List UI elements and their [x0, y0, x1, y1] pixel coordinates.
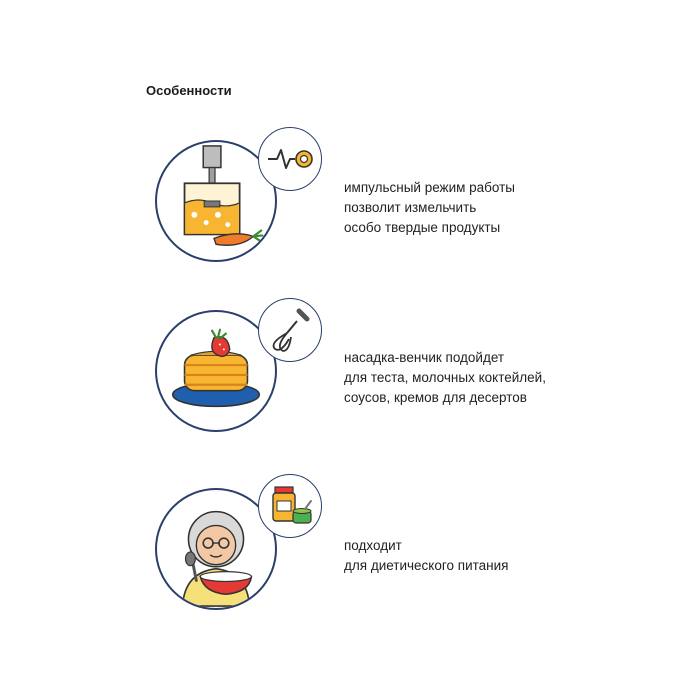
feature-line: импульсный режим работы [344, 180, 516, 195]
feature-line: для диетического питания [344, 558, 509, 573]
feature-description [344, 536, 508, 576]
baby-food-jars-icon [258, 474, 322, 538]
feature-line: позволит измельчить [344, 200, 477, 215]
whisk-icon [258, 298, 322, 362]
section-title: Особенности [146, 83, 232, 98]
feature-line: насадка-венчик подойдет [344, 350, 505, 365]
feature-line: для теста, молочных коктейлей, [344, 370, 546, 385]
feature-line: соусов, кремов для десертов [344, 390, 527, 405]
feature-line: особо твердые продукты [344, 220, 501, 235]
feature-line: подходит [344, 538, 402, 553]
feature-description [344, 348, 546, 408]
